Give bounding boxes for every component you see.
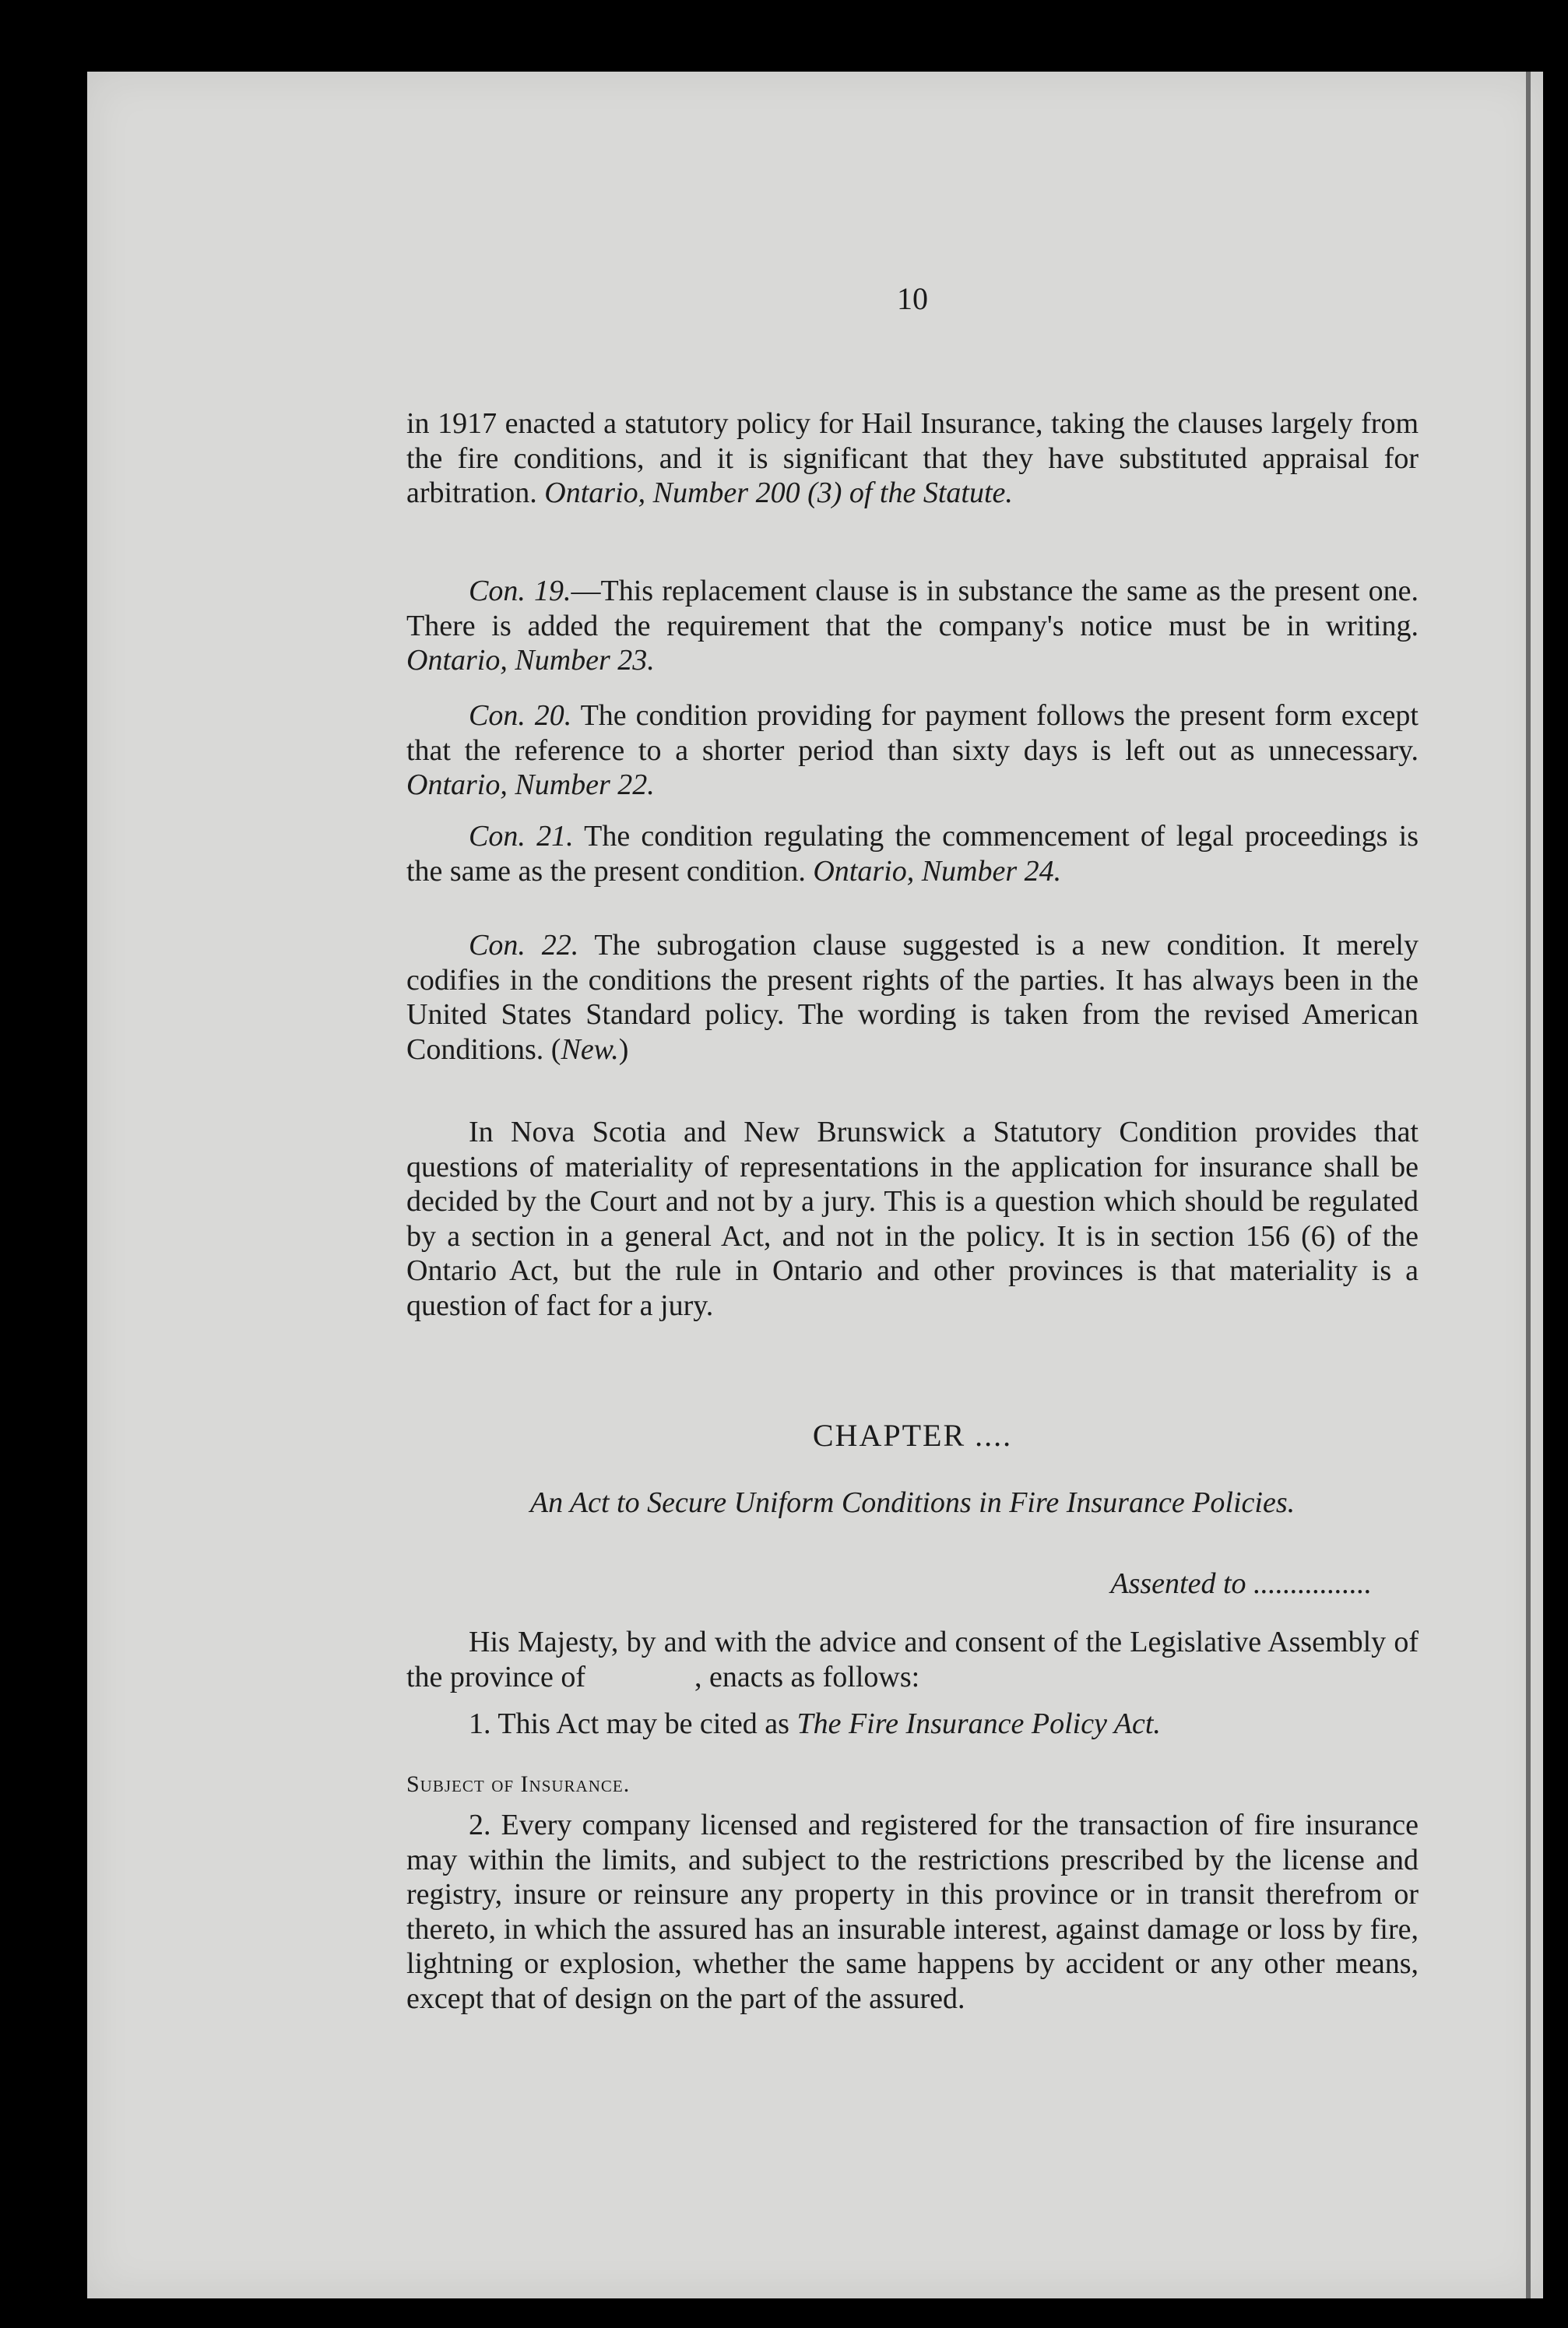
subject-of-insurance-heading: Subject of Insurance. — [406, 1771, 631, 1797]
paragraph-nova-scotia — [406, 1115, 1419, 1323]
citation-italic: Ontario, Number 200 (3) of the Statute. — [544, 477, 1013, 509]
citation-italic: Ontario, Number 22. — [406, 768, 655, 801]
section-number: 1. — [469, 1707, 491, 1740]
paragraph-con-20 — [406, 698, 1419, 803]
paragraph-text: The condition regulating the commencement of legal proceedings is the same as the present condition. — [406, 820, 1419, 888]
paragraph-con-22 — [406, 928, 1419, 1067]
citation-italic: Ontario, Number 23. — [406, 644, 655, 677]
paragraph-closing: ) — [618, 1032, 629, 1066]
enacting-clause-end: , enacts as follows: — [694, 1660, 920, 1693]
section-2 — [406, 1808, 1419, 2016]
section-1 — [406, 1707, 1419, 1742]
chapter-heading: CHAPTER .... — [812, 1418, 1013, 1453]
citation-italic: New. — [561, 1032, 619, 1066]
paragraph-text: In Nova Scotia and New Brunswick a Statutory Condition provides that questions of materiality of representations in the application for insurance shall be decided by the Court and not by a jury. This is a question which should be regulated by a section in a general Act, and not in the policy. It is in section 156 (6) of the Ontario Act, but the rule in Ontario and other provinces is that materiality is a question of fact for a jury. — [406, 1116, 1419, 1322]
paragraph-con-21 — [406, 819, 1419, 888]
condition-label: Con. 21. — [469, 820, 574, 853]
condition-label: Con. 20. — [469, 699, 572, 732]
paragraph-text: —This replacement clause is in substance the same as the present one. There is added the requirement that the company's notice must be in writing. — [406, 575, 1419, 642]
section-text: This Act may be cited as — [490, 1707, 797, 1740]
scanned-page — [87, 72, 1543, 2298]
paragraph-text: The condition providing for payment follows the present form except that the reference to a shorter period than sixty days is left out as unnecessary. — [406, 699, 1419, 767]
assented-line: Assented to ................ — [1110, 1567, 1372, 1600]
act-title: An Act to Secure Uniform Conditions in Fire Insurance Policies. — [529, 1486, 1296, 1519]
paragraph-text: The subrogation clause suggested is a new condition. It merely codifies in the conditions the present rights of the parties. It has always been in the United States Standard policy. The wording is taken from the revised American Conditions. ( — [406, 929, 1419, 1066]
enacting-clause-text: His Majesty, by and with the advice and consent of the Legislative Assembly of the province of — [406, 1626, 1419, 1693]
section-text: Every company licensed and registered for the transaction of fire insurance may within the limits, and subject to the restrictions prescribed by the license and registry, insure or reinsure any property in this province or in transit therefrom or thereto, in which the assured has an insurable interest, against damage or loss by fire, lightning or explosion, whether the same happens by accident or any other means, except that of design on the part of the assured. — [406, 1809, 1419, 2015]
condition-label: Con. 19. — [469, 575, 571, 607]
paragraph-text: in 1917 enacted a statutory policy for Hail Insurance, taking the clauses largely from the fire conditions, and it is significant that they have substituted appraisal for arbitration. — [406, 407, 1419, 509]
paragraph-con-19 — [406, 574, 1419, 678]
paragraph-hail-insurance — [406, 406, 1419, 511]
citation-italic: Ontario, Number 24. — [813, 854, 1062, 888]
page-number: 10 — [897, 281, 928, 316]
scan-page-edge — [1526, 72, 1531, 2298]
condition-label: Con. 22. — [469, 929, 579, 962]
short-title-italic: The Fire Insurance Policy Act. — [796, 1707, 1161, 1740]
enacting-clause — [406, 1625, 1419, 1694]
section-number: 2. — [469, 1809, 491, 1841]
